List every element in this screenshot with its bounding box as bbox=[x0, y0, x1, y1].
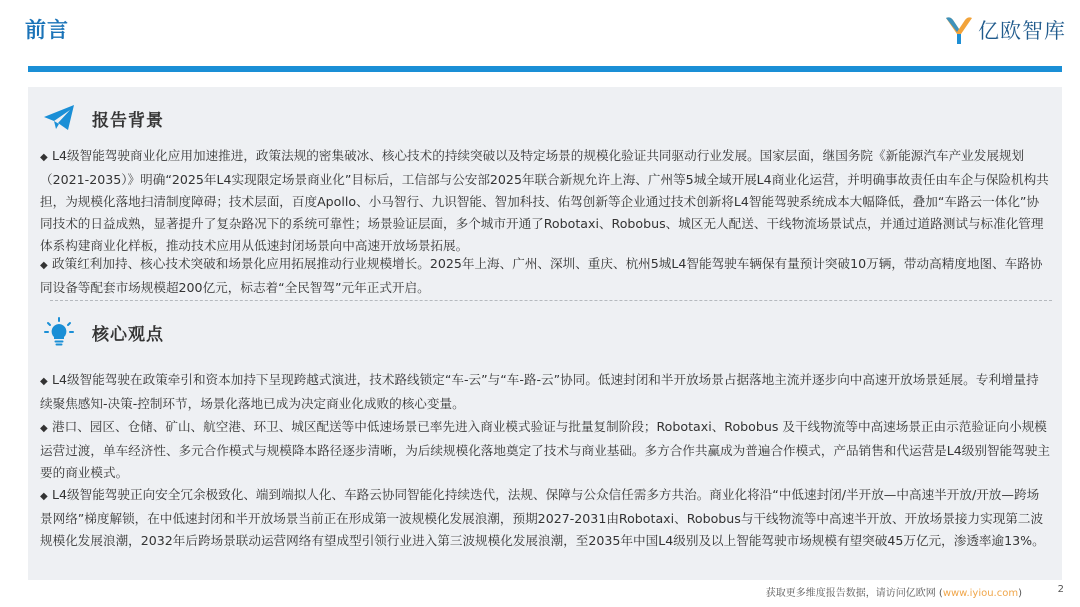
viewpoint-paragraph: ◆ L4级智能驾驶在政策牵引和资本加持下呈现跨越式演进，技术路线锁定“车-云”与“车-路-云”协同。低速封闭和半开放场景占据落地主流并逐步向中高速开放场景延展。专利增量持续聚焦感知-决策-控制环节，场景化落地已成为决定商业化成败的核心变量。 bbox=[40, 372, 1039, 411]
logo-text: 亿欧智库 bbox=[978, 19, 1066, 43]
content-panel bbox=[28, 87, 1062, 580]
background-paragraph: ◆ 政策红利加持、核心技术突破和场景化应用拓展推动行业规模增长。2025年上海、广州、深圳、重庆、杭州5城L4智能驾驶车辆保有量预计突破10万辆，带动高精度地图、车路协同设备等配套市场规模超200亿元，标志着“全民智驾”元年正式开启。 bbox=[40, 256, 1043, 295]
background-paragraph: ◆ L4级智能驾驶商业化应用加速推进，政策法规的密集破冰、核心技术的持续突破以及特定场景的规模化验证共同驱动行业发展。国家层面，继国务院《新能源汽车产业发展规划（2021-2035）》明确“2025年L4实现限定场景商业化”目标后，工信部与公安部2025年联合新规允许上海、广州等5城全域开展L4商业化运营，并明确事故责任由车企与保险机构共担，为规模化落地扫清制度障碍；技术层面，百度Apollo、小马智行、九识智能、智加科技、佑驾创新等企业通过技术创新将L4智能驾驶系统成本大幅降低，叠加“车路云一体化”协同技术的日益成熟，显著提升了复杂路况下的系统可靠性；场景验证层面，多个城市开通了Robotaxi、Robobus、城区无人配送、干线物流场景试点，并通过道路测试与标准化管理体系构建商业化样板，推动技术应用从低速封闭场景向中高速开放场景拓展。 bbox=[40, 148, 1049, 253]
diamond-bullet-icon: ◆ bbox=[40, 152, 48, 163]
section-title-viewpoints: 核心观点 bbox=[92, 324, 164, 345]
section-divider bbox=[50, 300, 1052, 301]
viewpoint-paragraph: ◆ 港口、园区、仓储、矿山、航空港、环卫、城区配送等中低速场景已率先进入商业模式验证与批量复制阶段；Robotaxi、Robobus 及干线物流等中高速场景正由示范验证向小规模运营过渡，单车经济性、多元合作模式与规模降本路径逐步清晰，为后续规模化落地奠定了技术与商业基础。多方合作共赢成为普遍合作模式，产品销售和代运营是L4级别智能驾驶主要的商业模式。 bbox=[40, 419, 1050, 480]
section-title-background: 报告背景 bbox=[92, 110, 164, 131]
diamond-bullet-icon: ◆ bbox=[40, 491, 48, 502]
viewpoint-paragraph: ◆ L4级智能驾驶正向安全冗余极致化、端到端拟人化、车路云协同智能化持续迭代，法规、保障与公众信任需多方共治。商业化将沿“中低速封闭/半开放—中高速半开放/开放—跨场景网络”梯度解锁，在中低速封闭和半开放场景当前正在形成第一波规模化发展浪潮，预期2027-2031由Robotaxi、Robobus与干线物流等中高速半开放、开放场景接力实现第二波规模化发展浪潮，2032年后跨场景联动运营网络有望成型引领行业进入第三波规模化发展浪潮，至2035年中国L4级别及以上智能驾驶市场规模有望突破45万亿元，渗透率逾13%。 bbox=[40, 487, 1045, 548]
footer-note: 获取更多维度报告数据，请访问亿欧网 (www.iyiou.com) bbox=[765, 588, 1022, 599]
diamond-bullet-icon: ◆ bbox=[40, 423, 48, 434]
section-header-background bbox=[42, 103, 164, 133]
page-title: 前言 bbox=[25, 18, 69, 42]
section-header-viewpoints bbox=[42, 317, 164, 347]
diamond-bullet-icon: ◆ bbox=[40, 376, 48, 387]
website-link[interactable]: www.iyiou.com bbox=[942, 588, 1019, 599]
diamond-bullet-icon: ◆ bbox=[40, 260, 48, 271]
header-divider-bar bbox=[28, 66, 1062, 72]
page-number: 2 bbox=[1057, 584, 1064, 595]
paper-plane-icon bbox=[42, 103, 76, 133]
lightbulb-icon bbox=[42, 317, 76, 347]
logo-mark-icon bbox=[944, 14, 974, 46]
company-logo bbox=[944, 12, 1066, 48]
